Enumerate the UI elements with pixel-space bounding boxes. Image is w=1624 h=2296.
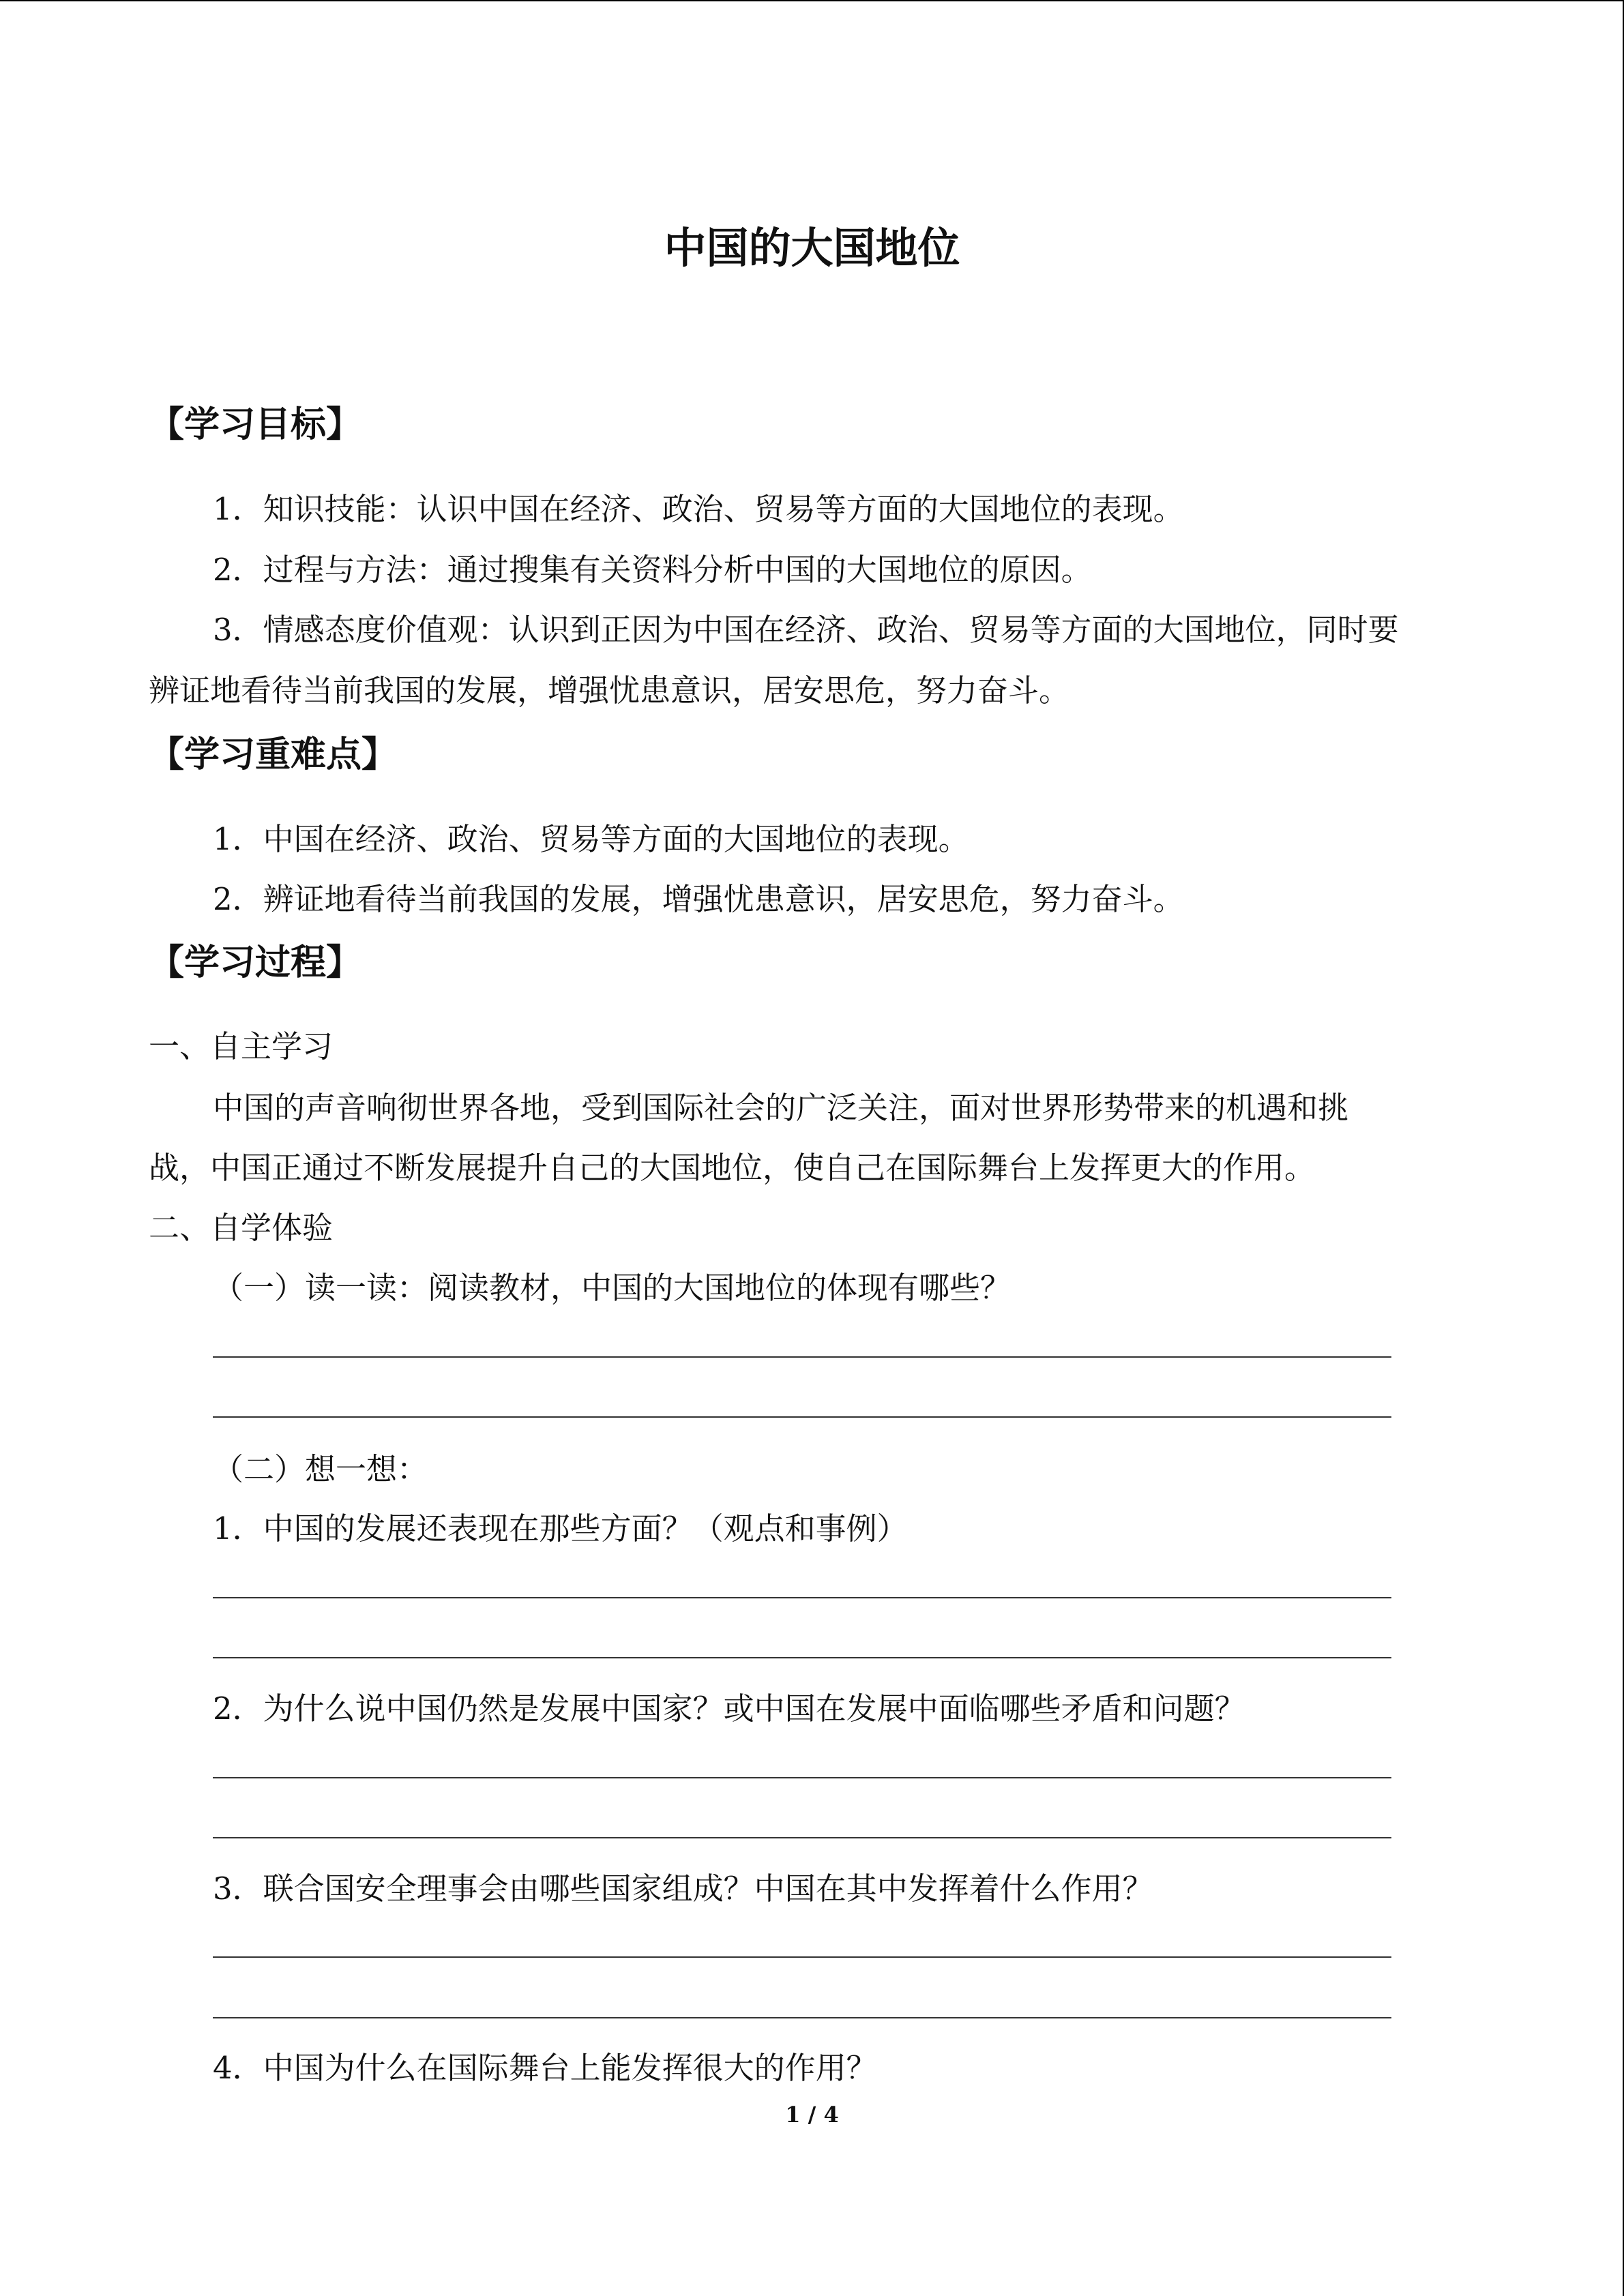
answer-line [213, 1657, 1391, 1658]
read-prompt: （一）读一读：阅读教材，中国的大国地位的体现有哪些？ [213, 1270, 1012, 1306]
think-prompt: （二）想一想： [213, 1451, 428, 1487]
heading-key-points: 【学习重难点】 [149, 734, 398, 775]
question-2: 2．为什么说中国仍然是发展中国家？或中国在发展中面临哪些矛盾和问题？ [213, 1690, 1245, 1727]
section-self-study-title: 一、自主学习 [149, 1028, 334, 1064]
goal-item-3-continued: 辨证地看待当前我国的发展，增强忧患意识，居安思危，努力奋斗。 [149, 672, 1070, 709]
self-study-paragraph-line-2: 战，中国正通过不断发展提升自己的大国地位，使自己在国际舞台上发挥更大的作用。 [149, 1150, 1316, 1186]
self-study-paragraph-line-1: 中国的声音响彻世界各地，受到国际社会的广泛关注，面对世界形势带来的机遇和挑 [213, 1090, 1349, 1126]
answer-line [213, 1777, 1391, 1778]
answer-line [213, 1356, 1391, 1358]
question-4: 4．中国为什么在国际舞台上能发挥很大的作用？ [213, 2050, 877, 2086]
answer-line [213, 2017, 1391, 2018]
keypoint-item-1: 1．中国在经济、政治、贸易等方面的大国地位的表现。 [213, 821, 969, 857]
goal-item-2: 2．过程与方法：通过搜集有关资料分析中国的大国地位的原因。 [213, 552, 1092, 588]
page-number: 1 / 4 [785, 2102, 839, 2128]
goal-item-1: 1．知识技能：认识中国在经济、政治、贸易等方面的大国地位的表现。 [213, 491, 1184, 527]
keypoint-item-2: 2．辨证地看待当前我国的发展，增强忧患意识，居安思危，努力奋斗。 [213, 881, 1184, 917]
answer-line [213, 1416, 1391, 1418]
heading-learning-goals: 【学习目标】 [149, 404, 362, 445]
section-self-experience-title: 二、自学体验 [149, 1210, 334, 1246]
question-1: 1．中国的发展还表现在那些方面？（观点和事例） [213, 1510, 908, 1547]
page-title: 中国的大国地位 [664, 223, 960, 273]
heading-learning-process: 【学习过程】 [149, 942, 362, 983]
answer-line [213, 1956, 1391, 1958]
answer-line [213, 1837, 1391, 1838]
question-3: 3．联合国安全理事会由哪些国家组成？中国在其中发挥着什么作用？ [213, 1870, 1153, 1907]
answer-line [213, 1597, 1391, 1598]
goal-item-3: 3．情感态度价值观：认识到正因为中国在经济、政治、贸易等方面的大国地位，同时要 [213, 612, 1399, 648]
